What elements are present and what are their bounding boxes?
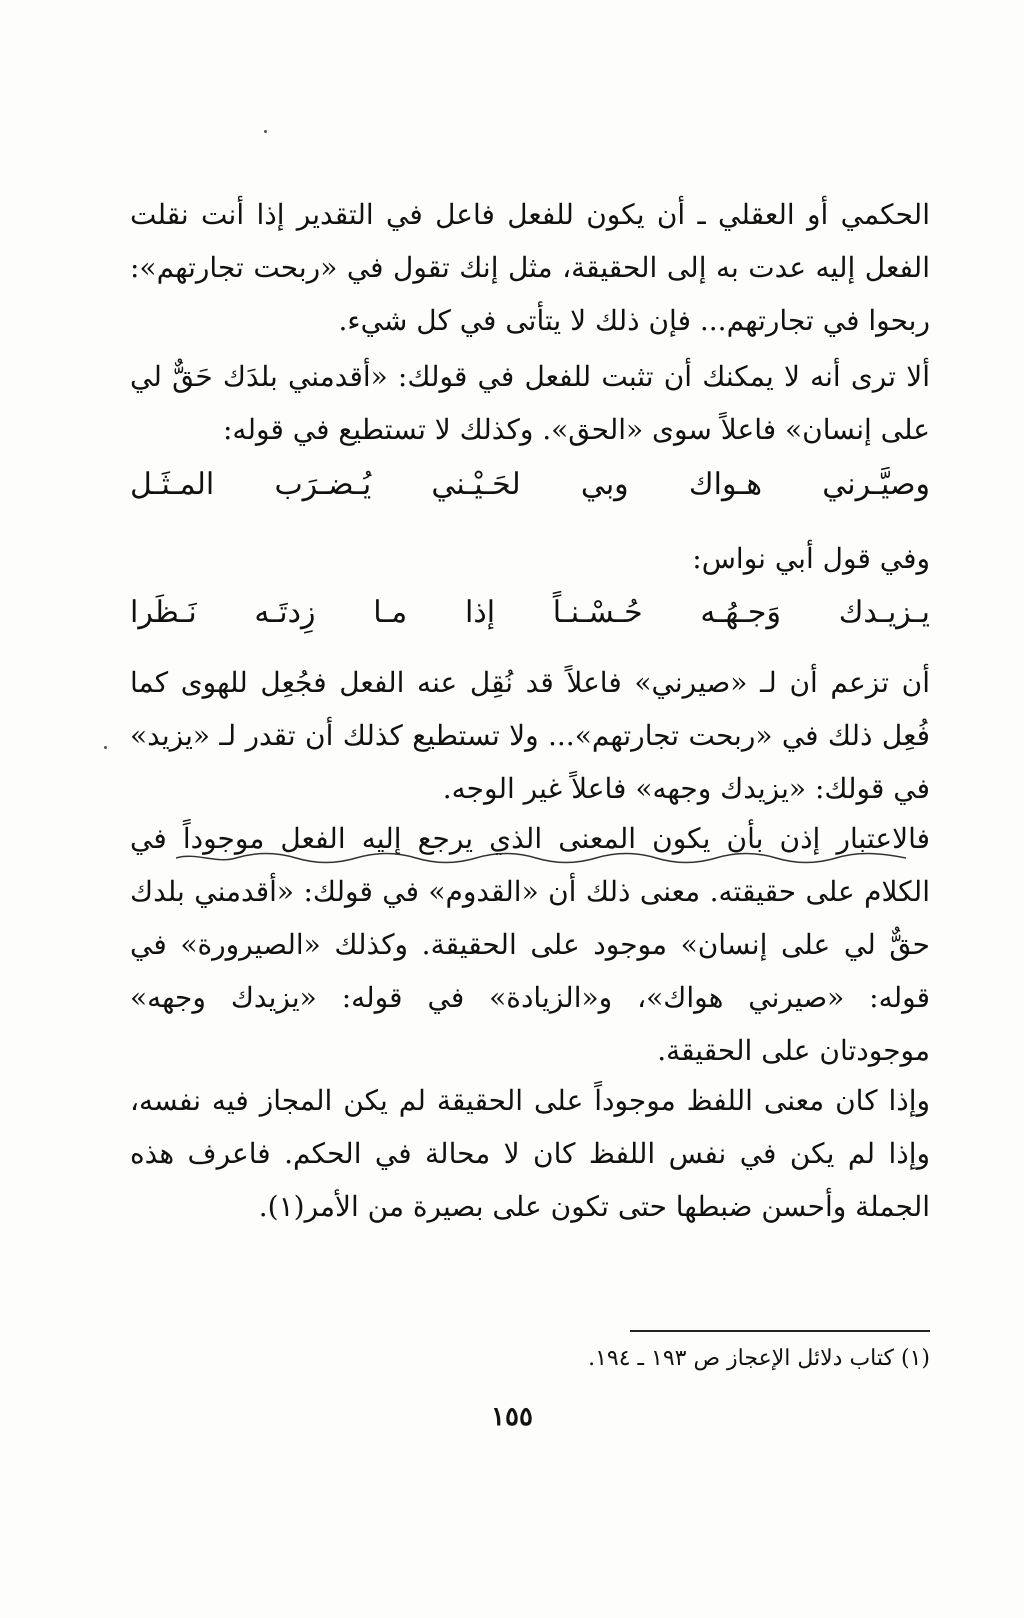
verse-word: زِدتَـه xyxy=(254,595,316,630)
paragraph-1-block xyxy=(130,188,930,347)
scan-speck xyxy=(264,130,267,133)
verse-word: مـا xyxy=(373,595,408,630)
paragraph-3: وفي قول أبي نواس: xyxy=(692,542,930,575)
paragraph-5: فالاعتبار إذن بأن يكون المعنى الذي يرجع إليه الفعل موجوداً في الكلام على حقيقته. معنى ذلك أن «القدوم» في قولك: «أقدمني بلدك حقٌّ لي على إنسان» موجود على الحقيقة. وكذلك «الصيرورة» في قوله: «صيرني هواك»، و«الزيادة» في قوله: «يزيدك وجهه» موجودتان على الحقيقة. xyxy=(130,822,930,1067)
footnote: (١) كتاب دلائل الإعجاز ص ١٩٣ ـ ١٩٤. xyxy=(588,1346,930,1371)
verse-word: لحَـيْـني xyxy=(431,467,521,502)
paragraph-2-block xyxy=(130,350,930,456)
verse-word: نَـظَرا xyxy=(130,595,197,630)
scan-speck xyxy=(104,746,107,749)
page-number: ١٥٥ xyxy=(491,1402,533,1432)
verse-word: وصيَّـرني xyxy=(822,467,930,502)
paragraph-4-block xyxy=(130,656,930,815)
verse-word: وَجـهُـه xyxy=(700,595,781,630)
footnote-separator xyxy=(630,1330,930,1332)
verse-word: هـواك xyxy=(688,467,763,502)
verse-word: يُـضـرَب xyxy=(274,467,372,502)
verse-word: يـزيـدك xyxy=(838,595,930,630)
paragraph-4: أن تزعم أن لـ «صيرني» فاعلاً قد نُقِل عنه الفعل فجُعِل للهوى كما فُعِل ذلك في «ربحت تجارتهم»... ولا تستطيع كذلك أن تقدر لـ «يزيد» في قولك: «يزيدك وجهه» فاعلاً غير الوجه. xyxy=(130,666,930,805)
verse-word: حُـسْـنـاً xyxy=(552,595,643,630)
paragraph-2: ألا ترى أنه لا يمكنك أن تثبت للفعل في قولك: «أقدمني بلدَك حَقٌّ لي على إنسان» فاعلاً سوى «الحق». وكذلك لا تستطيع في قوله: xyxy=(130,360,930,446)
paragraph-1: الحكمي أو العقلي ـ أن يكون للفعل فاعل في التقدير إذا أنت نقلت الفعل إليه عدت به إلى الحقيقة، مثل إنك تقول في «ربحت تجارتهم»: ربحوا في تجارتهم... فإن ذلك لا يتأتى في كل شيء. xyxy=(130,198,930,337)
handwritten-underline xyxy=(176,850,906,864)
verse-word: وبي xyxy=(580,467,629,502)
paragraph-6: وإذا كان معنى اللفظ موجوداً على الحقيقة لم يكن المجاز فيه نفسه، وإذا لم يكن في نفس اللفظ كان لا محالة في الحكم. فاعرف هذه الجملة وأحسن ضبطها حتى تكون على بصيرة من الأمر(١). xyxy=(130,1084,930,1223)
verse-word: المـثَـل xyxy=(130,467,215,502)
verse-line-1 xyxy=(130,460,930,510)
paragraph-6-block xyxy=(130,1074,930,1233)
paragraph-3-block xyxy=(130,532,930,585)
verse-line-2 xyxy=(130,588,930,638)
verse-word: إذا xyxy=(465,595,496,630)
